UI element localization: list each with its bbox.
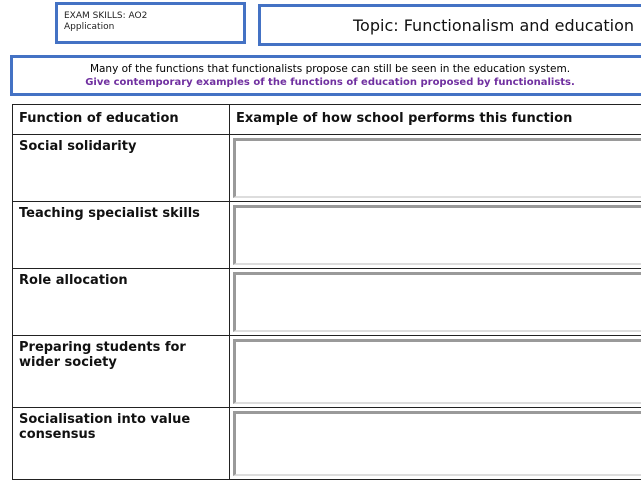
instructions-text: Many of the functions that functionalists propose can still be seen in the education system. [89,63,571,75]
answer-textbox[interactable] [233,411,641,476]
table-row [13,269,641,336]
function-label: Socialisation into value consensus [13,408,230,480]
exam-skills-label: EXAM SKILLS: AO2 [64,11,148,21]
function-label: Preparing students for wider society [13,336,230,408]
instructions-box [10,55,641,96]
header-example: Example of how school performs this function [230,105,641,135]
function-label: Role allocation [13,269,230,336]
functions-table [12,104,641,480]
answer-textbox[interactable] [233,138,641,198]
exam-skills-type: Application [64,22,115,32]
table-row [13,202,641,269]
table-row [13,336,641,408]
table-header-row [13,105,641,135]
exam-skills-box [55,2,246,44]
table-row [13,135,641,202]
table-row [13,408,641,480]
header-function: Function of education [13,105,230,135]
answer-textbox[interactable] [233,272,641,332]
instructions-task: Give contemporary examples of the functions of education proposed by functionalists. [85,77,575,88]
answer-textbox[interactable] [233,339,641,404]
function-label: Teaching specialist skills [13,202,230,269]
function-label: Social solidarity [13,135,230,202]
answer-textbox[interactable] [233,205,641,265]
topic-title: Topic: Functionalism and education [258,4,641,46]
